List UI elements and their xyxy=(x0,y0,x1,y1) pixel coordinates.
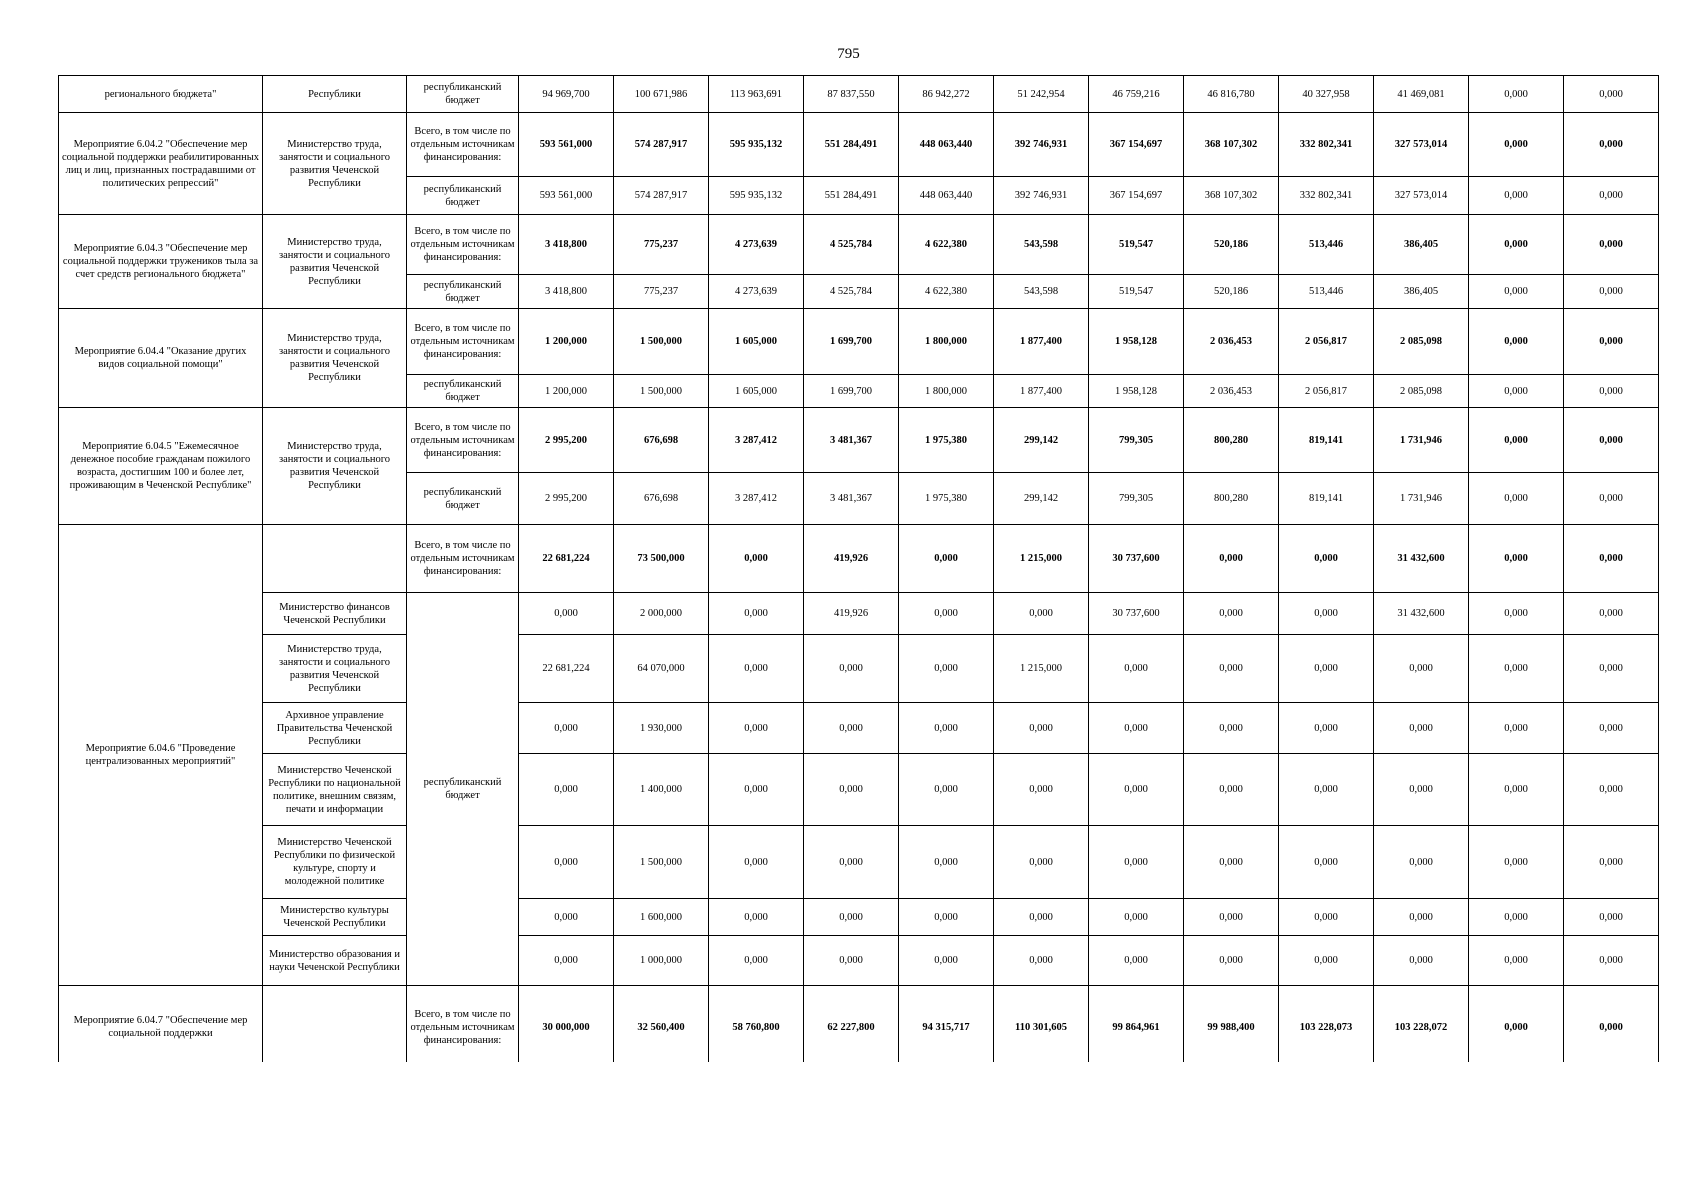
value-cell: 0,000 xyxy=(1184,754,1279,826)
value-cell: 0,000 xyxy=(1184,525,1279,593)
value-cell: 392 746,931 xyxy=(994,113,1089,177)
value-cell: 0,000 xyxy=(1564,899,1659,936)
value-cell: 368 107,302 xyxy=(1184,113,1279,177)
value-cell: 3 287,412 xyxy=(709,408,804,473)
value-cell: 46 816,780 xyxy=(1184,76,1279,113)
value-cell: 543,598 xyxy=(994,215,1089,275)
value-cell: 0,000 xyxy=(1374,826,1469,899)
value-cell: 0,000 xyxy=(519,936,614,986)
value-cell: 0,000 xyxy=(804,899,899,936)
value-cell: 1 400,000 xyxy=(614,754,709,826)
value-cell: 0,000 xyxy=(899,703,994,754)
value-cell: 0,000 xyxy=(1564,177,1659,215)
table-row-budget xyxy=(59,936,1659,986)
value-cell: 2 085,098 xyxy=(1374,309,1469,375)
value-cell: 0,000 xyxy=(1469,375,1564,408)
value-cell: 0,000 xyxy=(1564,936,1659,986)
value-cell: 543,598 xyxy=(994,275,1089,309)
value-cell: 0,000 xyxy=(709,525,804,593)
value-cell: 551 284,491 xyxy=(804,113,899,177)
value-cell: 1 958,128 xyxy=(1089,375,1184,408)
funding-source-cell: Всего, в том числе по отдельным источникам финансирования: xyxy=(407,525,519,593)
funding-source-cell: Всего, в том числе по отдельным источникам финансирования: xyxy=(407,309,519,375)
table-row-total xyxy=(59,525,1659,593)
value-cell: 819,141 xyxy=(1279,408,1374,473)
value-cell: 0,000 xyxy=(994,936,1089,986)
value-cell: 0,000 xyxy=(519,703,614,754)
value-cell: 0,000 xyxy=(709,754,804,826)
value-cell: 58 760,800 xyxy=(709,986,804,1069)
value-cell: 595 935,132 xyxy=(709,177,804,215)
value-cell: 419,926 xyxy=(804,593,899,635)
table-row-budget xyxy=(59,754,1659,826)
value-cell: 775,237 xyxy=(614,215,709,275)
table-row-total xyxy=(59,309,1659,375)
value-cell: 0,000 xyxy=(804,936,899,986)
value-cell: 0,000 xyxy=(1469,76,1564,113)
value-cell: 31 432,600 xyxy=(1374,525,1469,593)
value-cell: 386,405 xyxy=(1374,215,1469,275)
value-cell: 0,000 xyxy=(1469,473,1564,525)
funding-source-cell: Всего, в том числе по отдельным источникам финансирования: xyxy=(407,986,519,1069)
value-cell: 0,000 xyxy=(1469,826,1564,899)
value-cell: 94 969,700 xyxy=(519,76,614,113)
funding-source-cell: республиканский бюджет xyxy=(407,76,519,113)
value-cell: 0,000 xyxy=(804,826,899,899)
value-cell: 448 063,440 xyxy=(899,177,994,215)
value-cell: 0,000 xyxy=(1564,986,1659,1069)
value-cell: 1 215,000 xyxy=(994,525,1089,593)
value-cell: 368 107,302 xyxy=(1184,177,1279,215)
value-cell: 1 200,000 xyxy=(519,375,614,408)
table-row-total xyxy=(59,986,1659,1069)
value-cell: 0,000 xyxy=(1469,986,1564,1069)
value-cell: 1 200,000 xyxy=(519,309,614,375)
value-cell: 0,000 xyxy=(899,936,994,986)
value-cell: 1 731,946 xyxy=(1374,473,1469,525)
value-cell: 86 942,272 xyxy=(899,76,994,113)
measure-title-cell: Мероприятие 6.04.7 "Обеспечение мер социальной поддержки xyxy=(59,986,263,1069)
value-cell: 519,547 xyxy=(1089,215,1184,275)
value-cell: 676,698 xyxy=(614,473,709,525)
value-cell: 1 605,000 xyxy=(709,375,804,408)
value-cell: 0,000 xyxy=(1564,754,1659,826)
value-cell: 799,305 xyxy=(1089,408,1184,473)
responsible-executor-cell: Министерство труда, занятости и социального развития Чеченской Республики xyxy=(263,635,407,703)
responsible-executor-cell: Министерство труда, занятости и социального развития Чеченской Республики xyxy=(263,215,407,309)
value-cell: 0,000 xyxy=(519,593,614,635)
value-cell: 799,305 xyxy=(1089,473,1184,525)
value-cell: 1 975,380 xyxy=(899,408,994,473)
value-cell: 0,000 xyxy=(1184,703,1279,754)
value-cell: 0,000 xyxy=(709,635,804,703)
value-cell: 0,000 xyxy=(804,635,899,703)
measure-title-cell: Мероприятие 6.04.2 "Обеспечение мер социальной поддержки реабилитированных лиц и лиц, признанных пострадавшими от политических репрессий" xyxy=(59,113,263,215)
value-cell: 593 561,000 xyxy=(519,113,614,177)
value-cell: 0,000 xyxy=(1469,899,1564,936)
value-cell: 800,280 xyxy=(1184,473,1279,525)
value-cell: 299,142 xyxy=(994,408,1089,473)
value-cell: 0,000 xyxy=(1089,754,1184,826)
value-cell: 0,000 xyxy=(519,899,614,936)
responsible-executor-cell: Министерство образования и науки Чеченской Республики xyxy=(263,936,407,986)
value-cell: 0,000 xyxy=(1564,703,1659,754)
value-cell: 30 000,000 xyxy=(519,986,614,1069)
value-cell: 1 500,000 xyxy=(614,826,709,899)
value-cell: 0,000 xyxy=(1374,635,1469,703)
value-cell: 0,000 xyxy=(899,754,994,826)
value-cell: 73 500,000 xyxy=(614,525,709,593)
table-row-budget xyxy=(59,635,1659,703)
value-cell: 1 975,380 xyxy=(899,473,994,525)
responsible-executor-cell: Министерство Чеченской Республики по физической культуре, спорту и молодежной политике xyxy=(263,826,407,899)
value-cell: 0,000 xyxy=(1564,525,1659,593)
value-cell: 2 995,200 xyxy=(519,473,614,525)
table-row-budget xyxy=(59,593,1659,635)
measure-title-cell: Мероприятие 6.04.3 "Обеспечение мер социальной поддержки тружеников тыла за счет средств регионального бюджета" xyxy=(59,215,263,309)
responsible-executor-cell: Министерство Чеченской Республики по национальной политике, внешним связям, печати и информации xyxy=(263,754,407,826)
value-cell: 0,000 xyxy=(1279,525,1374,593)
value-cell: 4 525,784 xyxy=(804,275,899,309)
value-cell: 800,280 xyxy=(1184,408,1279,473)
value-cell: 0,000 xyxy=(709,703,804,754)
value-cell: 0,000 xyxy=(1184,593,1279,635)
value-cell: 1 605,000 xyxy=(709,309,804,375)
value-cell: 1 930,000 xyxy=(614,703,709,754)
value-cell: 4 622,380 xyxy=(899,215,994,275)
value-cell: 0,000 xyxy=(1564,275,1659,309)
value-cell: 1 699,700 xyxy=(804,375,899,408)
value-cell: 1 215,000 xyxy=(994,635,1089,703)
value-cell: 1 877,400 xyxy=(994,309,1089,375)
value-cell: 0,000 xyxy=(1279,635,1374,703)
value-cell: 0,000 xyxy=(1564,826,1659,899)
value-cell: 1 731,946 xyxy=(1374,408,1469,473)
value-cell: 87 837,550 xyxy=(804,76,899,113)
measure-title-cell: Мероприятие 6.04.5 "Ежемесячное денежное пособие гражданам пожилого возраста, достигшим 100 и более лет, проживающим в Чеченской Республике" xyxy=(59,408,263,525)
value-cell: 99 864,961 xyxy=(1089,986,1184,1069)
value-cell: 0,000 xyxy=(1279,703,1374,754)
value-cell: 0,000 xyxy=(1374,936,1469,986)
value-cell: 0,000 xyxy=(899,635,994,703)
value-cell: 103 228,073 xyxy=(1279,986,1374,1069)
value-cell: 4 273,639 xyxy=(709,275,804,309)
value-cell: 0,000 xyxy=(1089,635,1184,703)
value-cell: 3 481,367 xyxy=(804,473,899,525)
value-cell: 775,237 xyxy=(614,275,709,309)
value-cell: 1 500,000 xyxy=(614,375,709,408)
value-cell: 0,000 xyxy=(1469,309,1564,375)
value-cell: 1 699,700 xyxy=(804,309,899,375)
value-cell: 3 287,412 xyxy=(709,473,804,525)
responsible-executor-cell: Министерство финансов Чеченской Республики xyxy=(263,593,407,635)
value-cell: 110 301,605 xyxy=(994,986,1089,1069)
value-cell: 2 036,453 xyxy=(1184,309,1279,375)
value-cell: 30 737,600 xyxy=(1089,593,1184,635)
responsible-executor-cell: Министерство труда, занятости и социального развития Чеченской Республики xyxy=(263,408,407,525)
funding-source-cell: республиканский бюджет xyxy=(407,275,519,309)
value-cell: 332 802,341 xyxy=(1279,177,1374,215)
value-cell: 0,000 xyxy=(899,826,994,899)
value-cell: 0,000 xyxy=(709,593,804,635)
funding-source-cell: Всего, в том числе по отдельным источникам финансирования: xyxy=(407,408,519,473)
value-cell: 22 681,224 xyxy=(519,635,614,703)
value-cell: 1 958,128 xyxy=(1089,309,1184,375)
value-cell: 448 063,440 xyxy=(899,113,994,177)
value-cell: 299,142 xyxy=(994,473,1089,525)
value-cell: 113 963,691 xyxy=(709,76,804,113)
value-cell: 3 481,367 xyxy=(804,408,899,473)
table-row-total xyxy=(59,113,1659,177)
value-cell: 2 995,200 xyxy=(519,408,614,473)
value-cell: 3 418,800 xyxy=(519,215,614,275)
value-cell: 0,000 xyxy=(1469,215,1564,275)
value-cell: 4 273,639 xyxy=(709,215,804,275)
value-cell: 0,000 xyxy=(519,826,614,899)
funding-source-cell: Всего, в том числе по отдельным источникам финансирования: xyxy=(407,113,519,177)
value-cell: 574 287,917 xyxy=(614,177,709,215)
value-cell: 0,000 xyxy=(1564,375,1659,408)
value-cell: 41 469,081 xyxy=(1374,76,1469,113)
value-cell: 520,186 xyxy=(1184,275,1279,309)
value-cell: 0,000 xyxy=(1564,473,1659,525)
responsible-executor-cell: Министерство труда, занятости и социального развития Чеченской Республики xyxy=(263,309,407,408)
value-cell: 367 154,697 xyxy=(1089,113,1184,177)
value-cell: 1 000,000 xyxy=(614,936,709,986)
value-cell: 0,000 xyxy=(1089,703,1184,754)
value-cell: 2 000,000 xyxy=(614,593,709,635)
value-cell: 1 800,000 xyxy=(899,375,994,408)
value-cell: 0,000 xyxy=(1469,754,1564,826)
value-cell: 0,000 xyxy=(1184,826,1279,899)
value-cell: 0,000 xyxy=(1564,76,1659,113)
value-cell: 0,000 xyxy=(709,936,804,986)
value-cell: 22 681,224 xyxy=(519,525,614,593)
value-cell: 1 877,400 xyxy=(994,375,1089,408)
value-cell: 103 228,072 xyxy=(1374,986,1469,1069)
value-cell: 0,000 xyxy=(1469,408,1564,473)
responsible-executor-cell: Республики xyxy=(263,76,407,113)
table-row-budget xyxy=(59,76,1659,113)
value-cell: 0,000 xyxy=(1469,113,1564,177)
value-cell: 386,405 xyxy=(1374,275,1469,309)
value-cell: 367 154,697 xyxy=(1089,177,1184,215)
value-cell: 0,000 xyxy=(709,899,804,936)
value-cell: 0,000 xyxy=(1469,275,1564,309)
responsible-executor-cell xyxy=(263,525,407,593)
measure-title-cell: регионального бюджета" xyxy=(59,76,263,113)
value-cell: 2 085,098 xyxy=(1374,375,1469,408)
value-cell: 0,000 xyxy=(1469,635,1564,703)
value-cell: 64 070,000 xyxy=(614,635,709,703)
value-cell: 94 315,717 xyxy=(899,986,994,1069)
value-cell: 99 988,400 xyxy=(1184,986,1279,1069)
responsible-executor-cell: Министерство культуры Чеченской Республики xyxy=(263,899,407,936)
value-cell: 676,698 xyxy=(614,408,709,473)
value-cell: 31 432,600 xyxy=(1374,593,1469,635)
value-cell: 0,000 xyxy=(1184,936,1279,986)
value-cell: 1 600,000 xyxy=(614,899,709,936)
page-bottom-margin xyxy=(0,1062,1697,1200)
funding-source-cell: республиканский бюджет xyxy=(407,473,519,525)
value-cell: 0,000 xyxy=(1564,215,1659,275)
value-cell: 32 560,400 xyxy=(614,986,709,1069)
funding-source-cell: республиканский бюджет xyxy=(407,177,519,215)
value-cell: 0,000 xyxy=(1279,826,1374,899)
value-cell: 0,000 xyxy=(899,593,994,635)
value-cell: 0,000 xyxy=(994,703,1089,754)
value-cell: 4 622,380 xyxy=(899,275,994,309)
value-cell: 0,000 xyxy=(709,826,804,899)
value-cell: 0,000 xyxy=(1184,899,1279,936)
value-cell: 819,141 xyxy=(1279,473,1374,525)
responsible-executor-cell xyxy=(263,986,407,1069)
value-cell: 0,000 xyxy=(1469,525,1564,593)
value-cell: 0,000 xyxy=(1374,754,1469,826)
value-cell: 0,000 xyxy=(994,899,1089,936)
value-cell: 0,000 xyxy=(1469,936,1564,986)
value-cell: 51 242,954 xyxy=(994,76,1089,113)
value-cell: 0,000 xyxy=(1564,635,1659,703)
value-cell: 100 671,986 xyxy=(614,76,709,113)
measure-title-cell: Мероприятие 6.04.6 "Проведение централизованных мероприятий" xyxy=(59,525,263,986)
table-row-budget xyxy=(59,826,1659,899)
value-cell: 520,186 xyxy=(1184,215,1279,275)
value-cell: 46 759,216 xyxy=(1089,76,1184,113)
value-cell: 1 500,000 xyxy=(614,309,709,375)
value-cell: 0,000 xyxy=(1279,936,1374,986)
value-cell: 3 418,800 xyxy=(519,275,614,309)
value-cell: 0,000 xyxy=(899,525,994,593)
value-cell: 1 800,000 xyxy=(899,309,994,375)
value-cell: 327 573,014 xyxy=(1374,113,1469,177)
value-cell: 0,000 xyxy=(1089,936,1184,986)
value-cell: 0,000 xyxy=(1564,408,1659,473)
value-cell: 593 561,000 xyxy=(519,177,614,215)
value-cell: 0,000 xyxy=(1089,899,1184,936)
responsible-executor-cell: Министерство труда, занятости и социального развития Чеченской Республики xyxy=(263,113,407,215)
page-number: 795 xyxy=(837,46,860,62)
value-cell: 2 056,817 xyxy=(1279,375,1374,408)
value-cell: 0,000 xyxy=(804,754,899,826)
value-cell: 0,000 xyxy=(519,754,614,826)
value-cell: 62 227,800 xyxy=(804,986,899,1069)
value-cell: 513,446 xyxy=(1279,275,1374,309)
responsible-executor-cell: Архивное управление Правительства Чеченской Республики xyxy=(263,703,407,754)
value-cell: 2 036,453 xyxy=(1184,375,1279,408)
value-cell: 0,000 xyxy=(1564,593,1659,635)
value-cell: 0,000 xyxy=(1469,177,1564,215)
value-cell: 0,000 xyxy=(994,754,1089,826)
value-cell: 0,000 xyxy=(899,899,994,936)
funding-source-cell: Всего, в том числе по отдельным источникам финансирования: xyxy=(407,215,519,275)
value-cell: 513,446 xyxy=(1279,215,1374,275)
value-cell: 40 327,958 xyxy=(1279,76,1374,113)
value-cell: 551 284,491 xyxy=(804,177,899,215)
value-cell: 30 737,600 xyxy=(1089,525,1184,593)
value-cell: 0,000 xyxy=(1374,899,1469,936)
value-cell: 0,000 xyxy=(1374,703,1469,754)
value-cell: 392 746,931 xyxy=(994,177,1089,215)
budget-table xyxy=(58,75,1659,1069)
value-cell: 0,000 xyxy=(1279,754,1374,826)
table-row-budget xyxy=(59,899,1659,936)
value-cell: 0,000 xyxy=(1279,593,1374,635)
value-cell: 0,000 xyxy=(1089,826,1184,899)
value-cell: 574 287,917 xyxy=(614,113,709,177)
value-cell: 332 802,341 xyxy=(1279,113,1374,177)
value-cell: 0,000 xyxy=(1279,899,1374,936)
value-cell: 0,000 xyxy=(1564,309,1659,375)
value-cell: 327 573,014 xyxy=(1374,177,1469,215)
value-cell: 0,000 xyxy=(1184,635,1279,703)
value-cell: 0,000 xyxy=(994,826,1089,899)
measure-title-cell: Мероприятие 6.04.4 "Оказание других видов социальной помощи" xyxy=(59,309,263,408)
value-cell: 0,000 xyxy=(804,703,899,754)
value-cell: 0,000 xyxy=(994,593,1089,635)
value-cell: 595 935,132 xyxy=(709,113,804,177)
funding-source-cell: республиканский бюджет xyxy=(407,375,519,408)
table-row-budget xyxy=(59,703,1659,754)
value-cell: 0,000 xyxy=(1469,703,1564,754)
value-cell: 419,926 xyxy=(804,525,899,593)
value-cell: 519,547 xyxy=(1089,275,1184,309)
value-cell: 0,000 xyxy=(1564,113,1659,177)
table-row-total xyxy=(59,408,1659,473)
value-cell: 2 056,817 xyxy=(1279,309,1374,375)
table-row-total xyxy=(59,215,1659,275)
value-cell: 0,000 xyxy=(1469,593,1564,635)
value-cell: 4 525,784 xyxy=(804,215,899,275)
funding-source-cell: республиканский бюджет xyxy=(407,593,519,986)
